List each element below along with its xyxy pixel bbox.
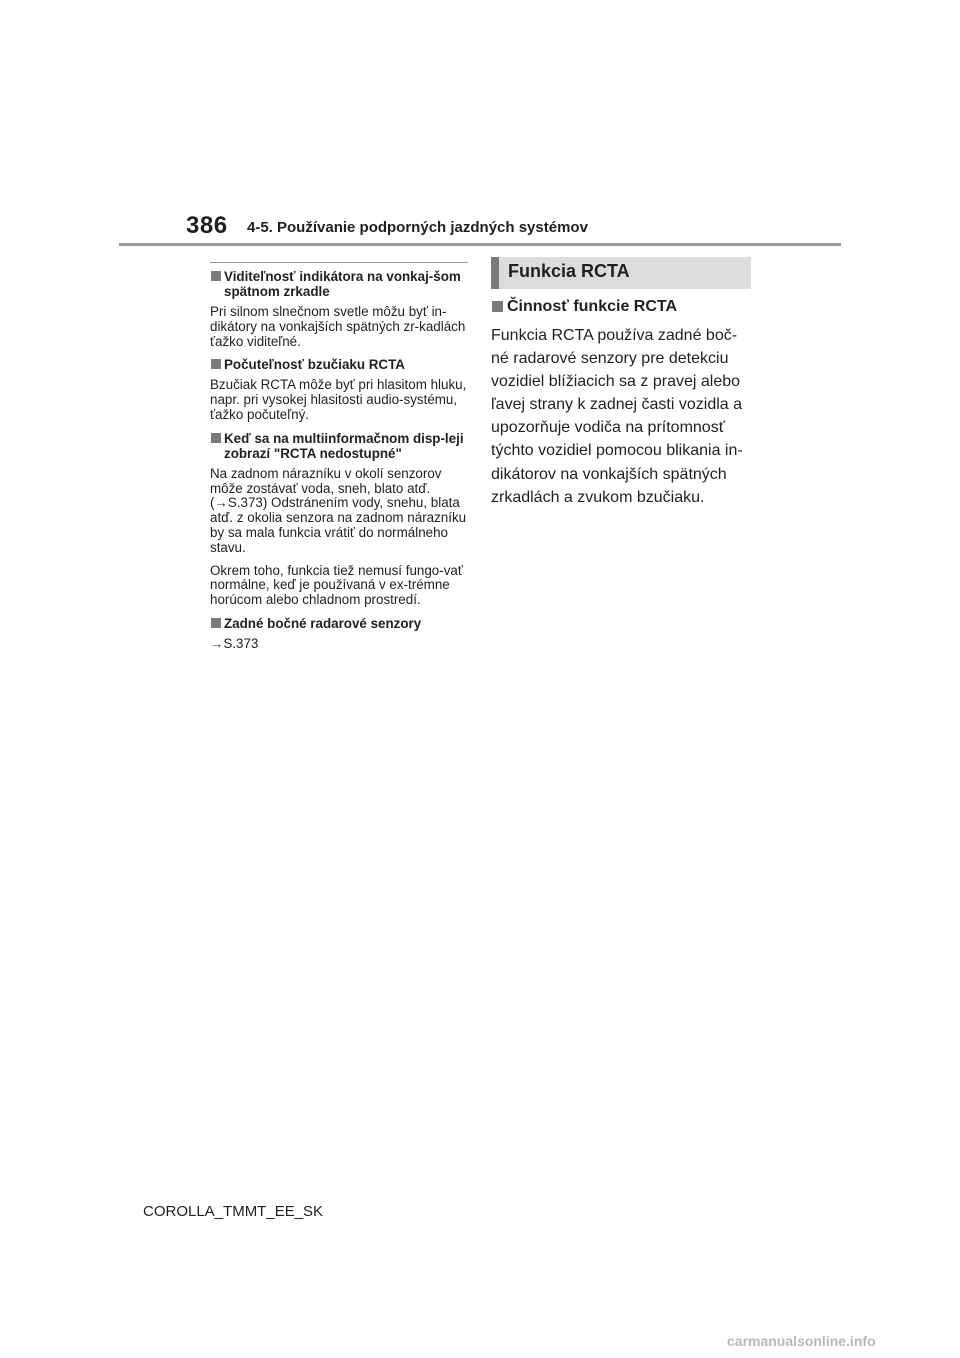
- right-column: [491, 257, 751, 509]
- header-accent-bar: [491, 257, 499, 289]
- page-reference-link[interactable]: →S.373: [210, 635, 259, 651]
- subheading-indicator-visibility: [210, 269, 468, 299]
- paragraph: Bzučiak RCTA môže byť pri hlasitom hluku, napr. pri vysokej hlasitosti audio-systému, ťažko počuteľný.: [210, 377, 467, 422]
- square-bullet-icon: [211, 359, 221, 369]
- left-column: [210, 262, 468, 660]
- square-bullet-icon: [211, 271, 221, 281]
- subheading-text: Počuteľnosť bzučiaku RCTA: [224, 357, 405, 373]
- box-title: Funkcia RCTA: [508, 261, 630, 281]
- paragraph: Na zadnom nárazníku v okolí senzorov môže zostávať voda, sneh, blato atď. (→S.373) Odstránením vody, snehu, blata atď. z okolia senzora na zadnom nárazníku by sa mala funkcia vrátiť do normálneho stavu.: [210, 465, 467, 555]
- paragraph: Pri silnom slnečnom svetle môžu byť in-dikátory na vonkajších spätných zr-kadlách ťažko viditeľné.: [210, 304, 466, 349]
- section-title: 4-5. Používanie podporných jazdných systémov: [247, 219, 588, 236]
- subheading-buzzer-audibility: [210, 357, 468, 372]
- document-code: COROLLA_TMMT_EE_SK: [143, 1203, 324, 1220]
- paragraph: Okrem toho, funkcia tiež nemusí fungo-vať normálne, keď je používaná v ex-trémne horúcom alebo chladnom prostredí.: [210, 562, 463, 608]
- column-rule: [210, 262, 468, 263]
- paragraph: Funkcia RCTA používa zadné boč-né radarové senzory pre detekciu vozidiel blížiacich sa z pravej alebo ľavej strany k zadnej časti vozidla a upozorňuje vodiča na prítomnosť týchto vozidiel pomocou blikania in-dikátorov na vonkajších spätných zrkadlách a zvukom bzučiaku.: [491, 327, 743, 506]
- page-number: 386: [186, 212, 228, 239]
- square-bullet-icon: [211, 618, 221, 628]
- header-rule: [119, 243, 841, 246]
- subheading-text: Činnosť funkcie RCTA: [507, 298, 678, 315]
- section-box-header: [491, 257, 751, 289]
- subheading-text: Viditeľnosť indikátora na vonkaj-šom spätnom zrkadle: [224, 269, 461, 299]
- square-bullet-icon: [211, 433, 221, 443]
- square-bullet-icon: [492, 301, 503, 312]
- subheading-text: Keď sa na multiinformačnom disp-leji zobrazí "RCTA nedostupné": [224, 430, 464, 461]
- subheading-radar-sensors: [210, 616, 468, 631]
- subheading-rcta-operation: [491, 297, 751, 317]
- subheading-text: Zadné bočné radarové senzory: [224, 615, 422, 631]
- subheading-rcta-unavailable: [210, 431, 468, 461]
- watermark: carmanualsonline.info: [727, 1333, 876, 1349]
